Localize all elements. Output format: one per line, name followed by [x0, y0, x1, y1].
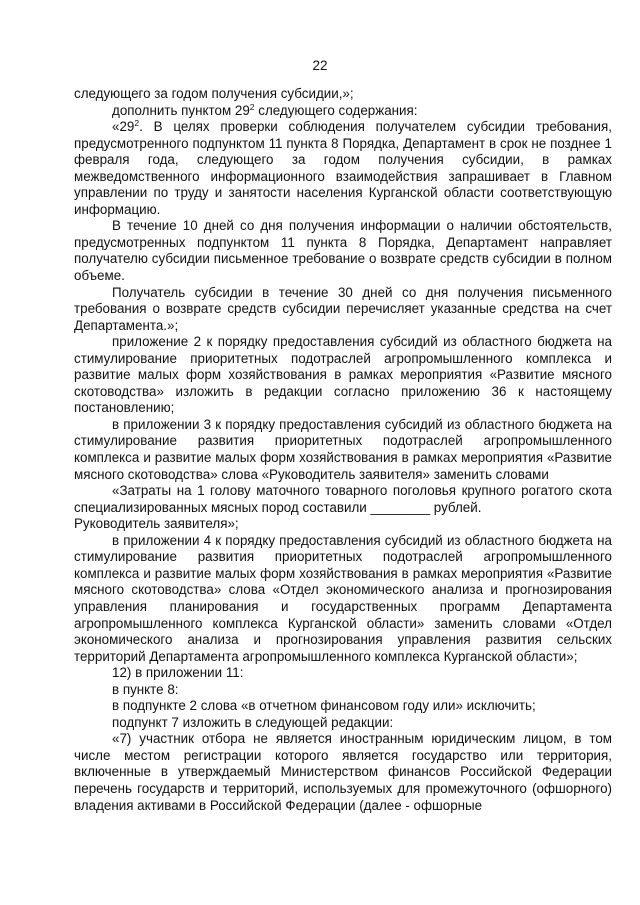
- paragraph-text: дополнить пунктом 29: [112, 102, 250, 118]
- paragraph-text: следующего содержания:: [254, 102, 418, 118]
- paragraph: «7) участник отбора не является иностранным юридическим лицом, в том числе местом регистрации которого является государство или территория, включенные в утверждаемый Министерством финансов Российской Федерации перечень государств и территорий, используемых для промежуточного (офшорного) владения активами в Российской Федерации (далее - офшорные: [74, 731, 612, 813]
- paragraph: следующего за годом получения субсидии,»;: [74, 86, 354, 101]
- paragraph: в приложении 3 к порядку предоставления субсидий из областного бюджета на стимулирование развития приоритетных подотраслей агропромышленного комплекса и развитие малых форм хозяйствования в рамках мероприятия «Развитие мясного скотоводства» слова «Руководитель заявителя» заменить словами: [74, 416, 612, 482]
- paragraph: Получатель субсидии в течение 30 дней со дня получения письменного требования о возврате средств субсидии перечисляет указанные средства на счет Департамента.»;: [74, 284, 612, 333]
- paragraph: подпункт 7 изложить в следующей редакции:: [112, 714, 394, 730]
- paragraph: в приложении 4 к порядку предоставления субсидий из областного бюджета на стимулирование развития приоритетных подотраслей агропромышленного комплекса и развитие малых форм хозяйствования в рамках мероприятия «Развитие мясного скотоводства» слова «Отдел экономического анализа и прогнозирования управления планирования и государственных программ Департамента агропромышленного комплекса Курганской области» заменить словами «Отдел экономического анализа и прогнозирования управления развития сельских территорий Департамента агропромышленного комплекса Курганской области»;: [74, 532, 612, 664]
- paragraph: приложение 2 к порядку предоставления субсидий из областного бюджета на стимулирование приоритетных подотраслей агропромышленного комплекса и развитие малых форм хозяйствования в рамках мероприятия «Развитие мясного скотоводства» изложить в редакции согласно приложению 36 к настоящему постановлению;: [74, 334, 612, 416]
- paragraph: Руководитель заявителя»;: [74, 516, 239, 532]
- paragraph: в пункте 8:: [112, 681, 179, 697]
- superscript-index: 2: [134, 118, 140, 129]
- paragraph: 12) в приложении 11:: [112, 665, 244, 681]
- paragraph: [74, 119, 612, 218]
- page-number: 22: [312, 58, 328, 73]
- paragraph: «Затраты на 1 голову маточного товарного поголовья крупного рогатого скота специализированных мясных пород составили ________ рублей.: [74, 483, 612, 515]
- paragraph-text: «29: [112, 119, 135, 135]
- superscript-index: 2: [249, 101, 255, 112]
- paragraph-text: . В целях проверки соблюдения получателем субсидии требования, предусмотренного подпунктом 11 пункта 8 Порядка, Департамент в срок не позднее 1 февраля года, следующего за годом получения субсидии, в рамках межведомственного информационного взаимодействия запрашивает в Главном управлении по труду и занятости населения Курганской области соответствующую информацию.: [74, 119, 612, 217]
- paragraph: в подпункте 2 слова «в отчетном финансовом году или» исключить;: [112, 698, 536, 714]
- paragraph: [74, 103, 612, 120]
- paragraph: В течение 10 дней со дня получения информации о наличии обстоятельств, предусмотренных подпунктом 11 пункта 8 Порядка, Департамент направляет получателю субсидии письменное требование о возврате средств субсидии в полном объеме.: [74, 218, 612, 284]
- document-body: [74, 86, 612, 814]
